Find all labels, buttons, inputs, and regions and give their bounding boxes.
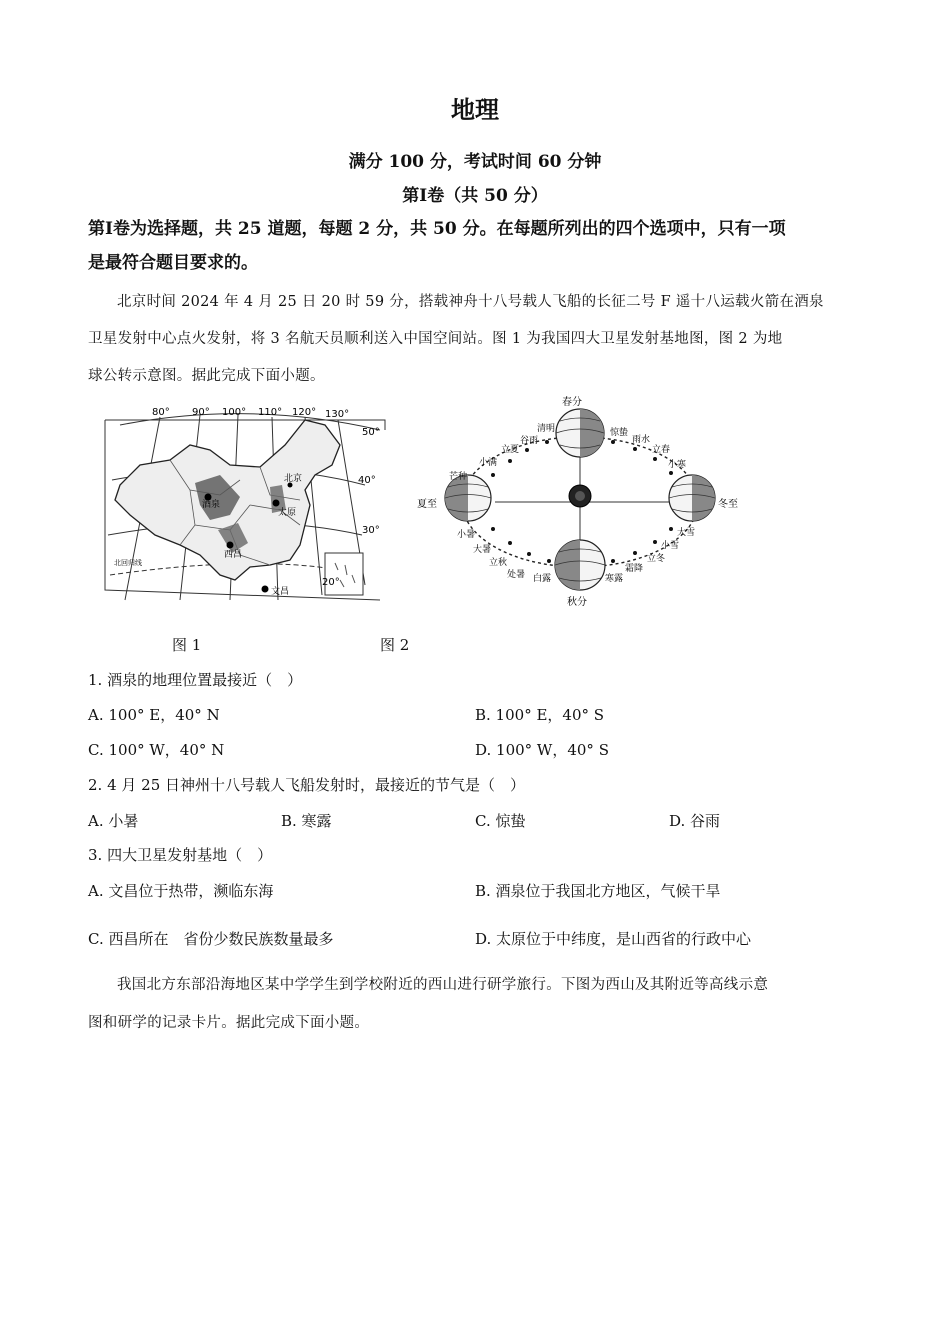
term-label: 霜降 <box>625 564 644 574</box>
passage1-line2: 卫星发射中心点火发射，将 3 名航天员顺利送入中国空间站。图 1 为我国四大卫星发射基地图，图 2 为地 <box>88 331 783 347</box>
lon-label: 100° <box>222 407 247 418</box>
term-label: 立冬 <box>647 554 666 564</box>
sun-core <box>575 491 585 501</box>
passage1-line1: 北京时间 2024 年 4 月 25 日 20 时 59 分，搭载神舟十八号载人飞船的长征二号 F 遥十八运载火箭在酒泉 <box>117 294 824 310</box>
term-label: 白露 <box>533 574 552 584</box>
earth-winter <box>669 475 715 521</box>
question-3-stem: 3. 四大卫星发射基地（ ） <box>88 846 273 864</box>
site-label-jiuquan: 酒泉 <box>202 500 221 510</box>
question-3-option-c[interactable]: C. 西昌所在 省份少数民族数量最多 <box>88 930 334 948</box>
lat-label: 20° <box>322 577 340 588</box>
lat-label: 40° <box>358 475 376 486</box>
question-2-option-d[interactable]: D. 谷雨 <box>669 812 721 830</box>
china-map-svg <box>100 405 395 605</box>
taiyuan-dot <box>273 500 280 507</box>
lon-label: 120° <box>292 407 317 418</box>
lon-label: 80° <box>152 407 170 418</box>
page-title: 地理 <box>451 95 499 124</box>
figure1-map <box>100 405 395 605</box>
beijing-label: 北京 <box>284 474 303 484</box>
site-label-taiyuan: 太原 <box>278 508 297 518</box>
question-2-option-c[interactable]: C. 惊蛰 <box>475 812 526 830</box>
lon-label: 90° <box>192 407 210 418</box>
figure2-orbit <box>415 395 750 610</box>
passage2-line2: 图和研学的记录卡片。据此完成下面小题。 <box>88 1015 370 1031</box>
term-summer: 夏至 <box>417 499 437 510</box>
passage1-line3: 球公转示意图。据此完成下面小题。 <box>88 368 325 384</box>
question-3-option-b[interactable]: B. 酒泉位于我国北方地区，气候干旱 <box>475 882 721 900</box>
term-label: 雨水 <box>632 435 651 445</box>
site-label-wenchang: 文昌 <box>271 587 290 597</box>
term-label: 谷雨 <box>520 436 539 446</box>
question-3-option-d[interactable]: D. 太原位于中纬度，是山西省的行政中心 <box>475 930 752 948</box>
xichang-dot <box>227 542 234 549</box>
question-1-option-c[interactable]: C. 100° W，40° N <box>88 741 225 759</box>
earth-autumn <box>555 540 605 590</box>
term-label: 芒种 <box>449 472 468 482</box>
question-1-option-a[interactable]: A. 100° E，40° N <box>88 706 220 724</box>
volume-heading: 第Ⅰ卷（共 50 分） <box>402 186 548 206</box>
term-label: 小雪 <box>661 541 680 551</box>
term-label: 立夏 <box>501 445 520 455</box>
question-3-option-a[interactable]: A. 文昌位于热带，濒临东海 <box>88 882 274 900</box>
lon-label: 130° <box>325 409 350 420</box>
earth-spring <box>556 409 604 457</box>
tropic-label: 北回归线 <box>114 559 142 567</box>
south-sea-inset <box>325 553 363 595</box>
site-label-xichang: 西昌 <box>224 550 243 560</box>
term-label: 清明 <box>537 424 556 434</box>
question-1-option-d[interactable]: D. 100° W，40° S <box>475 741 609 759</box>
term-label: 小暑 <box>457 530 476 540</box>
term-label: 大雪 <box>677 528 696 538</box>
term-label: 处暑 <box>507 570 526 580</box>
figure2-caption: 图 2 <box>380 636 410 654</box>
term-label: 惊蛰 <box>610 428 629 438</box>
question-2-option-b[interactable]: B. 寒露 <box>281 812 332 830</box>
passage2-line1: 我国北方东部沿海地区某中学学生到学校附近的西山进行研学旅行。下图为西山及其附近等高线示意 <box>117 977 769 993</box>
lat-label: 50° <box>362 427 380 438</box>
lon-label: 110° <box>258 407 283 418</box>
question-1-option-b[interactable]: B. 100° E，40° S <box>475 706 605 724</box>
question-2-stem: 2. 4 月 25 日神州十八号载人飞船发射时，最接近的节气是（ ） <box>88 776 526 794</box>
term-label: 立秋 <box>489 558 508 568</box>
wenchang-dot <box>262 586 269 593</box>
figure1-caption: 图 1 <box>172 636 202 654</box>
term-label: 寒露 <box>605 574 624 584</box>
question-2-option-a[interactable]: A. 小暑 <box>88 812 139 830</box>
term-spring: 春分 <box>562 397 582 408</box>
section-instruction-line2: 是最符合题目要求的。 <box>88 253 258 273</box>
term-autumn: 秋分 <box>567 597 587 608</box>
term-label: 小满 <box>479 458 498 468</box>
term-label: 大暑 <box>473 545 492 555</box>
section-instruction-line1: 第Ⅰ卷为选择题，共 25 道题，每题 2 分，共 50 分。在每题所列出的四个选项中，只有一项 <box>88 219 786 239</box>
lat-label: 30° <box>362 525 380 536</box>
orbit-svg <box>415 395 750 610</box>
question-1-stem: 1. 酒泉的地理位置最接近（ ） <box>88 671 303 689</box>
term-winter: 冬至 <box>718 499 738 510</box>
score-time-line: 满分 100 分，考试时间 60 分钟 <box>348 152 602 172</box>
term-label: 立春 <box>652 445 671 455</box>
term-label: 小寒 <box>668 460 687 470</box>
